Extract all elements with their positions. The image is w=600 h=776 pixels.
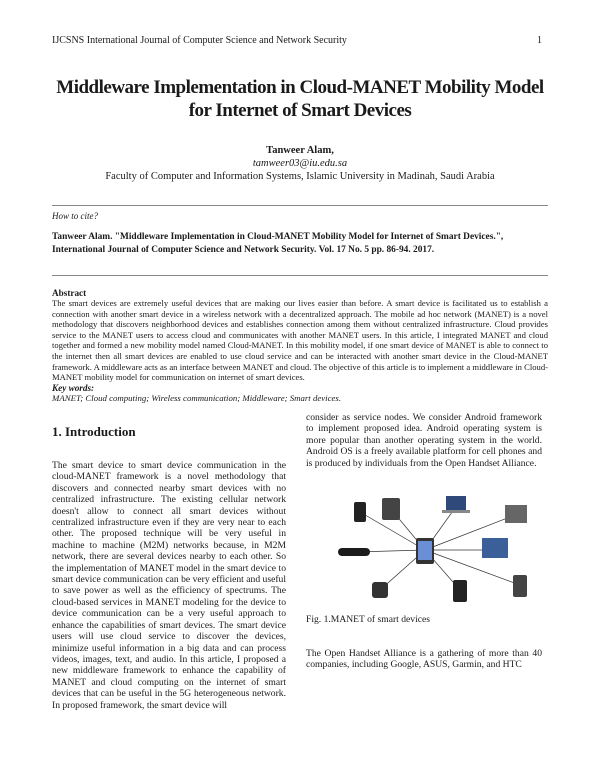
page-number: 1	[537, 35, 542, 46]
title-line-1: Middleware Implementation in Cloud-MANET Mobility Model	[56, 77, 544, 98]
intro-right-column-bottom: The Open Handset Alliance is a gathering of more than 40 companies, including Google, ASUS, Garmin, and HTC	[306, 648, 542, 671]
bottom-divider	[52, 275, 548, 276]
intro-left-column: The smart device to smart device communication in the cloud-MANET framework is a novel methodology that discovers and connected nearby smart devices with no centralized infrastructure. The existing cellular network doesn't allow to connect all smart devices without centralized infrastructure even if they are very near to each other. The proposed technique will be very useful in machine to machine (M2M) networks because, in M2M network, there are several devices nearby to each other. So the implementation of MANET model in the smart device to smart device communication can be very efficient and useful to save power as well as the efficiency of spectrums. The cloud-based services in MANET modeling for the device to device communication can be a very useful approach to enhance the capabilities of smart devices. The smart device users will use cloud service to discover the devices, minimize useful information in a big data and can process videos, images, text, and audio. In this article, I proposed a new middleware framework to enhance the capability of MANET and cloud computing on the internet of smart devices that can be useful in the 5G heterogeneous network. In proposed framework, the smart device will	[52, 460, 286, 711]
device-laptop	[446, 496, 466, 510]
author-affiliation: Faculty of Computer and Information Systems, Islamic University in Madinah, Saudi Arabia	[105, 171, 495, 182]
section-heading-introduction: 1. Introduction	[52, 424, 136, 439]
device-monitor	[482, 538, 508, 558]
abstract-heading: Abstract	[52, 288, 87, 298]
citation-text	[52, 231, 548, 256]
device-smartwatch	[372, 582, 388, 598]
figure-caption: Fig. 1.MANET of smart devices	[306, 614, 430, 625]
citation-line-2: International Journal of Computer Science and Network Security. Vol. 17 No. 5 pp. 86-94. 2017.	[52, 244, 435, 255]
cite-label: How to cite?	[52, 211, 98, 221]
device-glasses	[338, 548, 370, 556]
keywords-text: MANET; Cloud computing; Wireless communication; Middleware; Smart devices.	[52, 393, 342, 403]
paper-title	[40, 76, 560, 122]
device-tablet	[382, 498, 400, 520]
keywords-heading: Key words:	[52, 383, 95, 393]
journal-header: IJCSNS International Journal of Computer Science and Network Security	[52, 35, 347, 46]
abstract-text: The smart devices are extremely useful devices that are making our lives easier than before. A smart device is facilitated us to establish a connection with another smart device in a wireless network with a decentralized approach. The mobile ad hoc network (MANET) is a novel methodology that discovers neighborhood devices and establishes connection among them without centralized infrastructure. Cloud provides service to the MANET users to access cloud and communicates with another MANET users. In this article, I integrated MANET and cloud together and formed a new mobility model named Cloud-MANET. In this mobility model, if one smart device of MANET is able to connect to the internet then all smart devices are enabled to use cloud service and can be interacted with another smart device in the Cloud-MANET framework. A middleware acts as an interface between MANET and cloud. The objective of this article is to implement a middleware in Cloud-MANET mobility model for communication on internet of smart devices.	[52, 298, 548, 383]
figure-manet-devices	[330, 490, 542, 610]
device-smartphone	[354, 502, 366, 522]
title-line-2: for Internet of Smart Devices	[188, 100, 412, 121]
author-email: tamweer03@iu.edu.sa	[252, 158, 348, 169]
top-divider	[52, 205, 548, 206]
device-phone-right	[513, 575, 527, 597]
citation-line-1: Tanweer Alam. "Middleware Implementation in Cloud-MANET Mobility Model for Internet of Smart Devices.",	[52, 232, 504, 242]
author-name: Tanweer Alam,	[266, 145, 334, 156]
device-printer	[505, 505, 527, 523]
intro-right-column-top: consider as service nodes. We consider Android framework to implement proposed idea. Android operating system is more popular than another operating system in the world. Android OS is a freely available platform for cell phones and is produced by individuals from the Open Handset Alliance.	[306, 412, 542, 469]
device-phone-small	[453, 580, 467, 602]
